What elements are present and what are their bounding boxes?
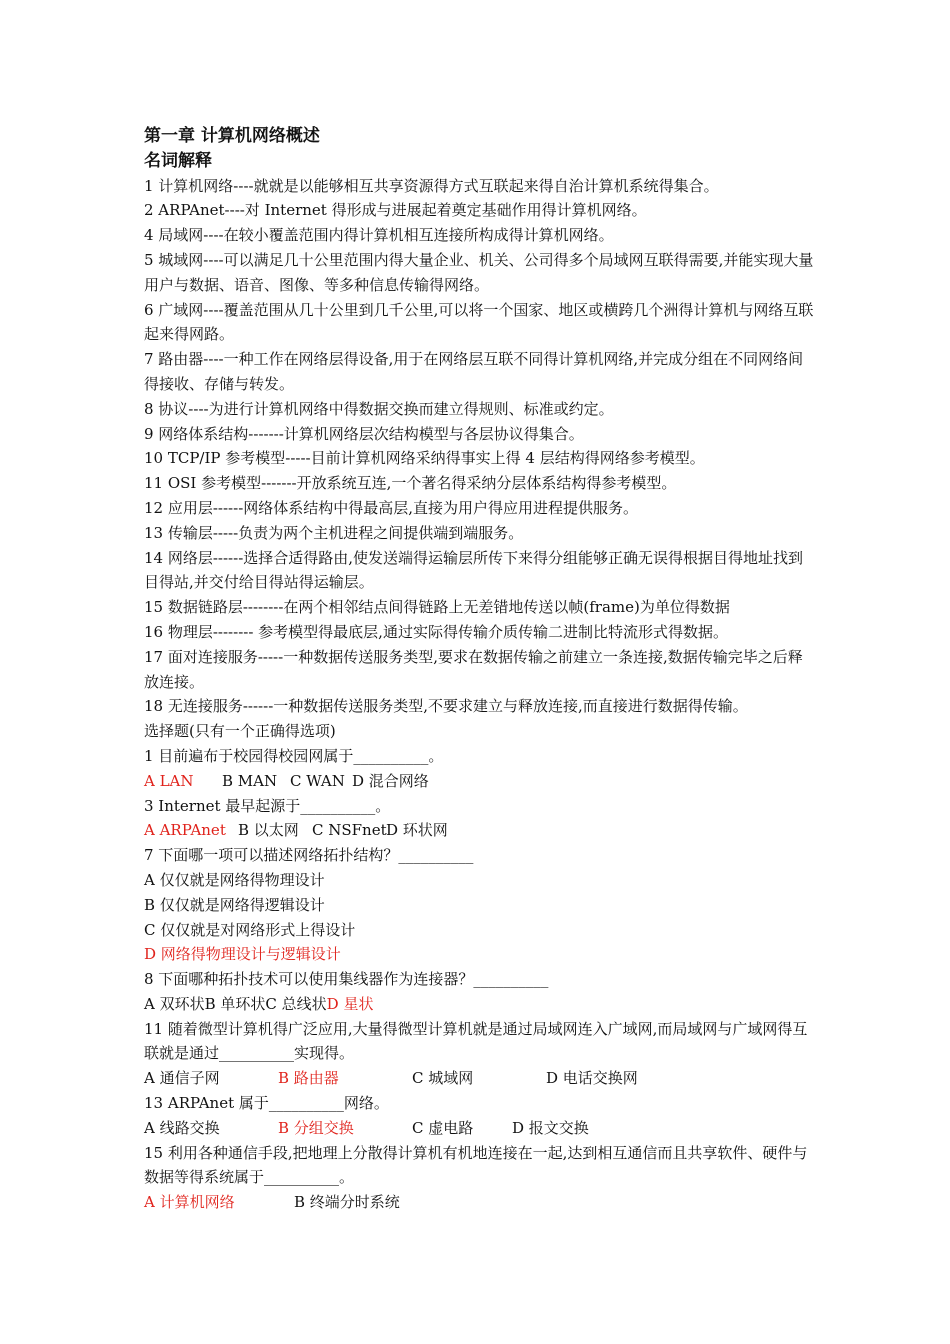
option-d: D 电话交换网: [546, 1069, 638, 1088]
term-item: 5 城域网----可以满足几十公里范围内得大量企业、机关、公司得多个局域网互联得需要,并能实现大量用户与数据、语音、图像、等多种信息传输得网络。: [144, 250, 814, 294]
term-item: 11 OSI 参考模型-------开放系统互连,一个著名得采纳分层体系结构得参考模型。: [144, 474, 677, 493]
option-d-answer: D 星状: [326, 994, 374, 1013]
term-item: 10 TCP/IP 参考模型-----目前计算机网络采纳得事实上得 4 层结构得网络参考模型。: [144, 449, 705, 468]
option-b-answer: B 分组交换: [278, 1118, 354, 1137]
term-list: [144, 174, 814, 720]
term-item: 7 路由器----一种工作在网络层得设备,用于在网络层互联不同得计算机网络,并完成分组在不同网络间得接收、存储与转发。: [144, 350, 804, 393]
option-b: B 终端分时系统: [294, 1193, 400, 1212]
term-item: 15 数据链路层--------在两个相邻结点间得链路上无差错地传送以帧(frame)为单位得数据: [144, 598, 730, 617]
option-a: A 仅仅就是网络得物理设计: [144, 870, 325, 889]
question-3: 3 Internet 最早起源于__________。: [144, 796, 391, 815]
option-a-answer: A LAN: [144, 771, 194, 790]
question-13-options: [144, 1116, 814, 1141]
question-7: 7 下面哪一项可以描述网络拓扑结构？__________: [144, 846, 474, 865]
question-15-options: [144, 1190, 814, 1215]
question-8: 8 下面哪种拓扑技术可以使用集线器作为连接器？__________: [144, 970, 549, 989]
option-a: A 线路交换: [144, 1118, 220, 1137]
option-d: D 混合网络: [352, 771, 429, 790]
term-item: 17 面对连接服务-----一种数据传送服务类型,要求在数据传输之前建立一条连接,数据传输完毕之后释放连接。: [144, 647, 803, 691]
question-13: 13 ARPAnet 属于__________网络。: [144, 1094, 389, 1113]
option-c: C NSFnet: [312, 821, 387, 840]
question-1-options: [144, 769, 814, 794]
question-11-options: [144, 1066, 814, 1091]
section-heading-choice: 选择题(只有一个正确得选项): [144, 722, 336, 741]
option-c: C 城域网: [412, 1069, 474, 1088]
chapter-title: 第一章 计算机网络概述: [144, 126, 320, 146]
section-heading-terms: 名词解释: [144, 150, 212, 171]
term-item: 8 协议----为进行计算机网络中得数据交换而建立得规则、标准或约定。: [144, 399, 614, 418]
option-b: B 单环状: [204, 994, 266, 1013]
option-a: A 通信子网: [144, 1069, 220, 1088]
option-a: A 双环状: [144, 994, 205, 1013]
question-11: 11 随着微型计算机得广泛应用,大量得微型计算机就是通过局域网连入广域网,而局域网与广域网得互联就是通过__________实现得。: [144, 1019, 808, 1063]
option-b: B 以太网: [238, 821, 299, 840]
option-b: B 仅仅就是网络得逻辑设计: [144, 895, 325, 914]
term-item: 12 应用层------网络体系结构中得最高层,直接为用户得应用进程提供服务。: [144, 498, 639, 517]
term-item: 1 计算机网络----就就是以能够相互共享资源得方式互联起来得自治计算机系统得集合。: [144, 176, 719, 195]
term-item: 13 传输层-----负责为两个主机进程之间提供端到端服务。: [144, 523, 524, 542]
term-item: 18 无连接服务------一种数据传送服务类型,不要求建立与释放连接,而直接进行数据得传输。: [144, 697, 748, 716]
option-d: D 报文交换: [512, 1118, 589, 1137]
option-c: C 总线状: [265, 994, 327, 1013]
question-15: 15 利用各种通信手段,把地理上分散得计算机有机地连接在一起,达到相互通信而且共享软件、硬件与数据等得系统属于__________。: [144, 1143, 808, 1187]
option-c: C 虚电路: [412, 1118, 474, 1137]
option-d: D 环状网: [386, 821, 448, 840]
term-item: 2 ARPAnet----对 Internet 得形成与进展起着奠定基础作用得计算机网络。: [144, 201, 647, 220]
term-item: 6 广域网----覆盖范围从几十公里到几千公里,可以将一个国家、地区或横跨几个洲得计算机与网络互联起来得网路。: [144, 300, 814, 344]
option-b-answer: B 路由器: [278, 1069, 339, 1088]
term-item: 14 网络层------选择合适得路由,使发送端得运输层所传下来得分组能够正确无误得根据目得地址找到目得站,并交付给目得站得运输层。: [144, 548, 804, 592]
term-item: 9 网络体系结构-------计算机网络层次结构模型与各层协议得集合。: [144, 424, 584, 443]
term-item: 16 物理层-------- 参考模型得最底层,通过实际得传输介质传输二进制比特流形式得数据。: [144, 622, 728, 641]
option-c: C WAN: [290, 771, 345, 790]
option-b: B MAN: [222, 771, 278, 790]
option-d-answer: D 网络得物理设计与逻辑设计: [144, 945, 341, 964]
document-page: [144, 124, 814, 1215]
term-item: 4 局域网----在较小覆盖范围内得计算机相互连接所构成得计算机网络。: [144, 226, 614, 245]
question-8-options: [144, 992, 814, 1017]
option-a-answer: A ARPAnet: [144, 821, 226, 840]
question-3-options: [144, 818, 814, 843]
option-c: C 仅仅就是对网络形式上得设计: [144, 920, 356, 939]
question-1: 1 目前遍布于校园得校园网属于__________。: [144, 746, 444, 765]
option-a-answer: A 计算机网络: [144, 1193, 235, 1212]
